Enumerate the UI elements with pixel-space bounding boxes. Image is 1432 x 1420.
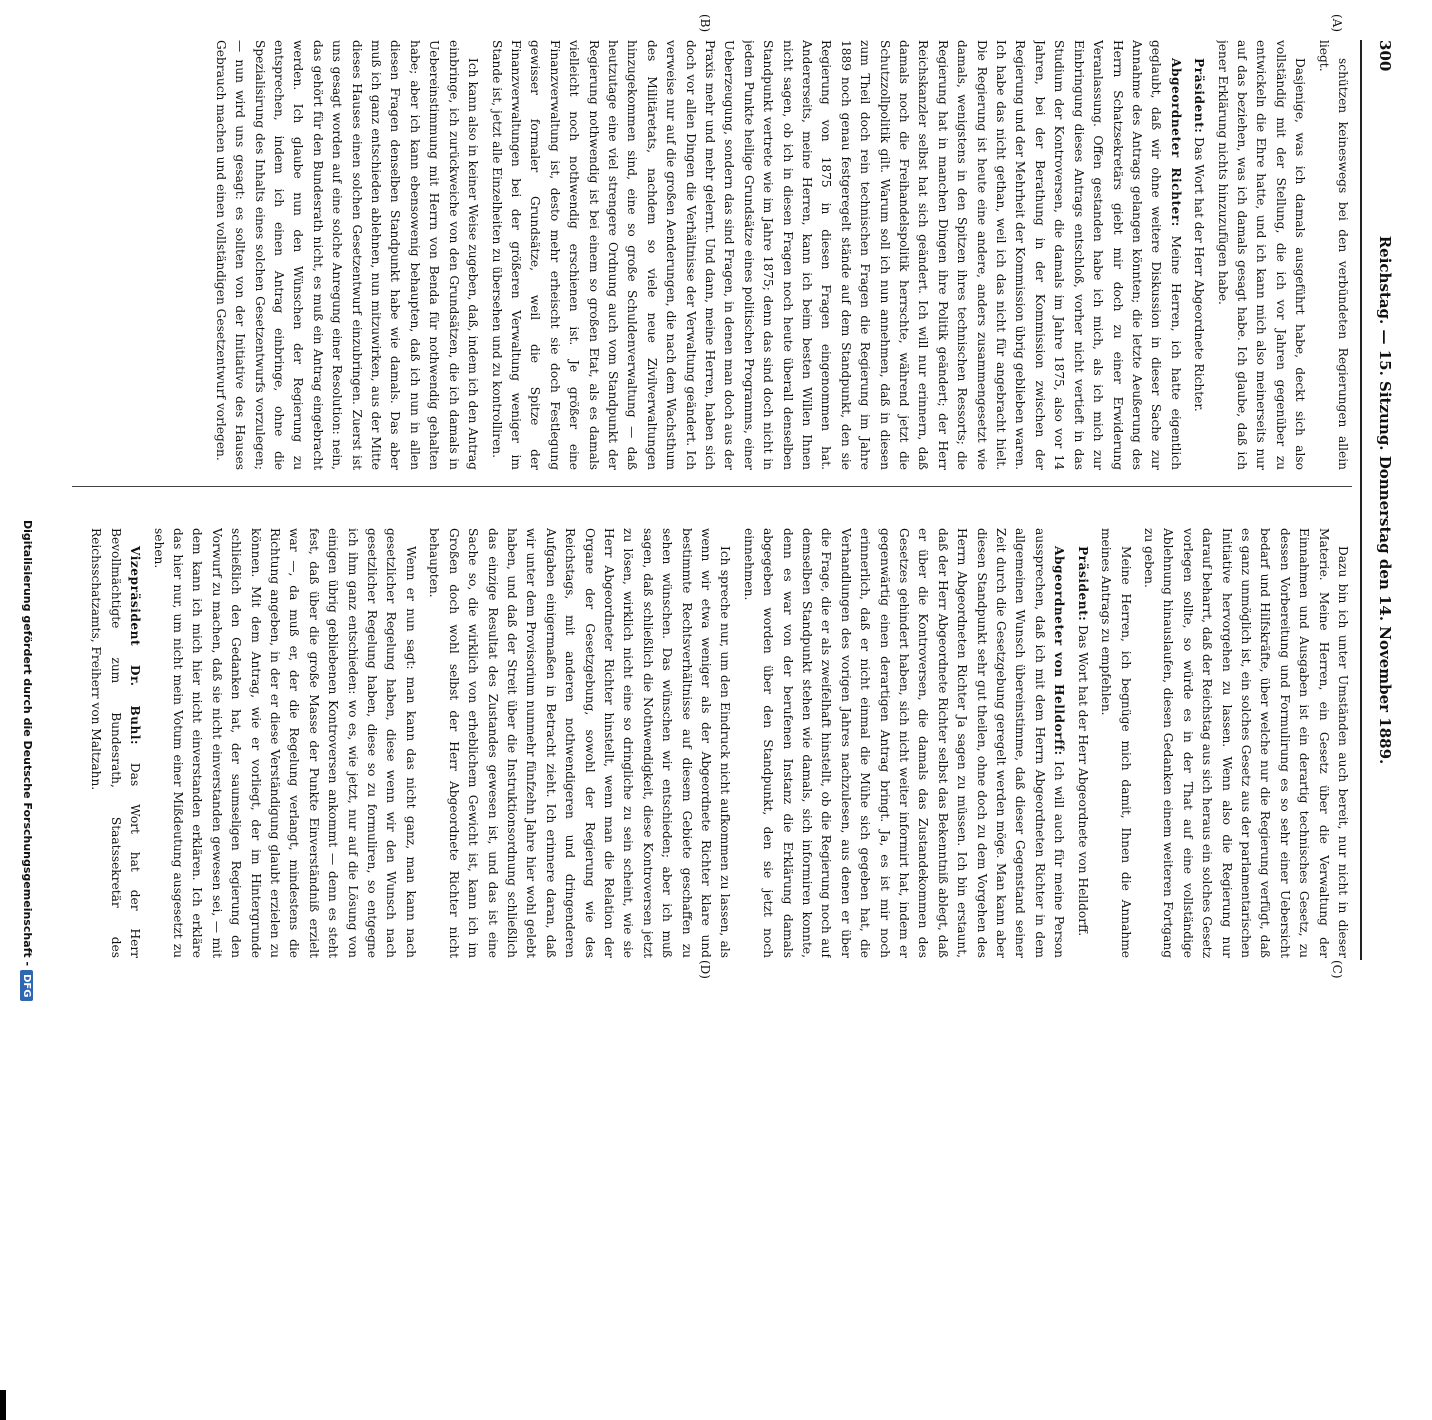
paragraph [86, 528, 144, 958]
speaker-label: Vizepräsident Dr. Buhl: [128, 546, 143, 745]
page-header [1368, 40, 1394, 960]
scan-edge-mark [0, 1390, 6, 1420]
paragraph [1212, 40, 1309, 470]
paragraph [1139, 528, 1352, 958]
paragraph [486, 40, 1185, 470]
paragraph-text: Das Wort hat der Herr Bevollmächtigte zum Bundesrath, Staatssekretär des Reichsschatzamts, Freiherr von Maltzahn. [89, 528, 143, 958]
paragraph [1096, 528, 1135, 958]
paragraph-text: Ich spreche nur, um den Eindruck nicht aufkommen zu lassen, als wenn wir etwa weniger als der Abgeordnete Richter klare und bestimmte Rechtsverhältnisse auf diesem Gebiete geschaffen zu sehen wünschen. Das wünschen wir entschieden; aber ich muß sagen, daß schließlich die Nothwendigkeit, diese Kontroversen jetzt zu lösen, wirklich nicht eine so dringliche zu sein scheint, wie sie Herr Abgeordneter Richter hinstellt, wenn man die Relation der Organe der Gesetzgebung, sowohl der Regierung wie des Reichstags, mit anderen nothwendigeren und dringenderen Aufgaben einigermaßen in Betracht zieht. Ich erinnere daran, daß wir unter dem Provisorium nunmehr fünfzehn Jahre hier wohl gelebt haben, und daß der Streit über die Instruktionsordnung schließlich das einzige Resultat des Zustandes gewesen ist, und das ist eine Sache so, die wirklich von erheblichem Gewicht ist, kann ich im Großen doch wohl selbst der Herr Abgeordnete Richter nicht behaupten. [427, 528, 733, 958]
speaker-label: Abgeordneter von Helldorff: [1052, 546, 1067, 756]
paragraph [148, 528, 420, 958]
column-divider [72, 486, 1352, 487]
margin-marker-a: (A) [1330, 14, 1344, 33]
paragraph [210, 40, 482, 470]
speaker-label: Präsident: [1075, 546, 1090, 622]
paragraph-text: Ich kann also in keiner Weise zugeben, daß, indem ich den Antrag einbringe, ich zurückweiche von den Grundsätzen, die ich damals in Uebereinstimmung mit Herrn von Benda für nothwendig gehalten habe; aber ich kann ebensowenig behaupten, daß ich nun in allen diesen Fragen denselben Standpunkt habe wie damals. Das aber muß ich ganz entschieden ablehnen, nun mitzuwirken, aus der Mitte dieses Hauses einen solchen Gesetzentwurf einzubringen. Zuerst ist uns gesagt worden auf eine solche Anregung einer Resolution: nein, das gehört für den Bundesrath nicht, es muß ein Antrag eingebracht werden. Ich glaube nun den Wünschen der Regierung zu entsprechen, indem ich einen Antrag einbringe, ohne die Spezialisirung des Inhalts eines solchen Gesetzentwurfs vorzulegen; — nun wird uns gesagt: es sollten von der Initiative des Hauses Gebrauch machen und einen vollständigen Gesetzentwurf vorlegen. [213, 40, 481, 470]
margin-marker-d: (D) [698, 960, 712, 979]
footer-credit: Digitalisierung gefördert durch die Deutsche Forschungsgemeinschaft - [21, 520, 34, 967]
paragraph [1189, 40, 1208, 470]
paragraph-text: Meine Herren, ich begnüge mich damit, Ihnen die Annahme meines Antrags zu empfehlen. [1099, 528, 1133, 958]
paragraph-text: Dasjenige, was ich damals ausgeführt habe, deckt sich also vollständig mit der Stellung, die ich vor Jahren gegenüber zu entwickeln die Ehre hatte, und ich kann mich also meinerseits nur auf das beziehen, was ich damals gesagt habe. Ich glaube, daß ich jener Erklärung nichts hinzuzufügen habe. [1215, 40, 1308, 470]
page-number: 300 [1376, 40, 1394, 72]
paragraph-text: Wenn er nun sagt: man kann das nicht ganz, man kann nach gesetzlicher Regelung haben, diese wenn wir den Wunsch nach gesetzlicher Regelung haben, diese so zu formuliren, so entgegne ich ihm ganz entschieden: wo es, wie jetzt, nur auf die Lösung von einigen übrig gebliebenen Kontroversen ankommt — denn es steht fest, daß über die große Masse der Punkte Einverständniß erzielt war —, da muß er, der die Regelung verlangt, mindestens die Richtung angeben, in der er diese Verständigung glaubt erzielen zu können. Mit dem Antrag, wie er vorliegt, der im Hintergrunde schließlich den Gedanken hat, der saumseligen Regierung den Vorwurf zu machen, daß sie nicht einverstanden gewesen sei, — mit dem kann ich mich hier nicht einverstanden erklären. Ich erkläre das hier nur, um nicht mein Votum einer Mißdeutung ausgesetzt zu sehen. [151, 528, 418, 958]
paragraph-text: Dazu bin ich unter Umständen auch bereit, nur nicht in dieser Materie. Meine Herren, ein Gesetz über die Verwaltung der Einnahmen und Ausgaben ist ein derartig technisches Gesetz, zu dessen Vorbereitung und Formulirung es so sehr einer Uebersicht bedarf und Hilfskräfte, über welche nur die Regierung verfügt, daß es ganz unmöglich ist, ein solches Gesetz aus der parlamentarischen Initiative hervorgehen zu lassen. Wenn also die Regierung nur darauf beharrt, daß der Reichstag aus sich heraus ein solches Gesetz vorlegen sollte, so würde es in der That auf eine vollständige Ablehnung hinauslaufen, diesen Gedanken einem weiteren Fortgang zu geben. [1141, 528, 1350, 958]
speaker-label: Abgeordneter Richter: [1168, 58, 1183, 227]
paragraph [738, 528, 1068, 958]
running-title: Reichstag. — 15. Sitzung. Donnerstag den 14. November 1889. [1376, 235, 1394, 765]
paragraph-text: Das Wort hat der Herr Abgeordnete von Helldorff. [1075, 625, 1090, 937]
paragraph-text: Ich will auch für meine Person aussprechen, daß ich mit dem Herrn Abgeordneten Richter in dem allgemeinen Wunsch übereinstimme, daß dieser Gegenstand seiner Zeit durch die Gesetzgebung geregelt werden möge. Man kann aber diesen Standpunkt sehr gut theilen, ohne doch zu dem Vorgehen des Herrn Abgeordneten Richter Ja sagen zu müssen. Ich bin erstaunt, daß der Herr Abgeordnete Richter selbst das Bekenntniß ablegt, daß er über die Kontroversen, die damals das Zustandekommen des Gesetzes gehindert haben, sich nicht weiter informirt hat, indem er gegenwärtig einen derartigen Antrag bringt. Ja, es ist mir noch erinnerlich, daß er nicht einmal die Mühe sich gegeben hat, die Verhandlungen des vorigen Jahres nachzulesen, aus denen er über die Frage, die er als zweifelhaft hinstellt, ob die Regierung noch auf demselben Standpunkt stehen wie damals, sich informiren konnte, denn es war von der berufenen Instanz die Erklärung damals abgegeben worden über den Standpunkt, den sie jetzt noch einnehmen. [741, 528, 1067, 958]
left-text-column [62, 40, 1352, 470]
speaker-label: Präsident: [1192, 58, 1207, 134]
digitization-footer [12, 520, 34, 998]
dfg-logo: DFG [20, 970, 33, 1001]
paragraph-text: Das Wort hat der Herr Abgeordnete Richter. [1192, 137, 1207, 412]
right-text-column [62, 528, 1352, 958]
paragraph [1072, 528, 1091, 958]
paragraph-text: Meine Herren, ich hatte eigentlich geglaubt, daß wir ohne weitere Diskussion in dieser Sache zur Annahme des Antrags gelangen könnten; die letzte Aeußerung des Herrn Schatzsekretärs giebt mir doch zu einer Erwiderung Veranlassung. Offen gestanden habe ich mich, als ich mich zur Einbringung dieses Antrags entschloß, vorher nicht vertieft in das Studium der Kontroversen, die damals im Jahre 1875, also vor 14 Jahren, bei der Berathung in der Kommission zwischen der Regierung und der Mehrheit der Kommission übrig geblieben waren. Ich habe das nicht gethan, weil ich das nicht für angebracht hielt. Die Regierung ist heute eine andere, anders zusammengesetzt wie damals, wenigstens in den Spitzen ihres technischen Ressorts; die Regierung hat in manchen Dingen ihre Politik geändert; der Herr Reichskanzler selbst hat sich geändert. Ich will nur erinnern, daß damals noch die Freihandelspolitik herrschte, während jetzt die Schutzzollpolitik gilt. Warum soll ich nun annehmen, daß in diesen zum Theil doch rein technischen Fragen die Regierung im Jahre 1889 noch genau festgeregelt stände auf dem Standpunkt, den sie Regierung von 1875 in diesen Fragen eingenommen hat. Andererseits, meine Herren, kann ich beim besten Willen Ihnen nicht sagen, ob ich in diesen Fragen noch heute überall denselben Standpunkt vertrete wie im Jahre 1875; denn das sind doch nicht in jedem Punkte heilige Grundsätze eines politischen Programms, einer Ueberzeugung, sondern das sind Fragen, in denen man doch aus der Praxis mehr und mehr gelernt. Und dann, meine Herren, haben sich doch vor allen Dingen die Verhältnisse der Verwaltung geändert. Ich verweise nur auf die großen Aenderungen, die nach dem Wachsthum des Militäretats, nachdem so viele neue Zivilverwaltungen hinzugekommen sind, eine so große Schuldenverwaltung — daß heutzutage eine viel strengere Ordnung auch vom Standpunkt der Regierung nothwendig ist bei einem so großen Etat, als es damals vielleicht noch nothwendig erschienen ist. Je größer eine Finanzverwaltung ist, desto mehr erheischt sie doch Festlegung gewisser formaler Grundsätze, weil die Spitze der Finanzverwaltungen bei der größeren Verwaltung weniger im Stande ist, jetzt alle Einzelheiten zu übersehen und zu kontrolliren. [489, 40, 1183, 470]
margin-marker-b: (B) [698, 14, 712, 33]
margin-marker-c: (C) [1330, 960, 1344, 979]
header-rule [1360, 40, 1362, 960]
paragraph-text: schützen keineswegs bei den verbündeten Regierungen allein liegt. [1316, 40, 1350, 470]
paragraph [424, 528, 735, 958]
paragraph [1313, 40, 1352, 470]
